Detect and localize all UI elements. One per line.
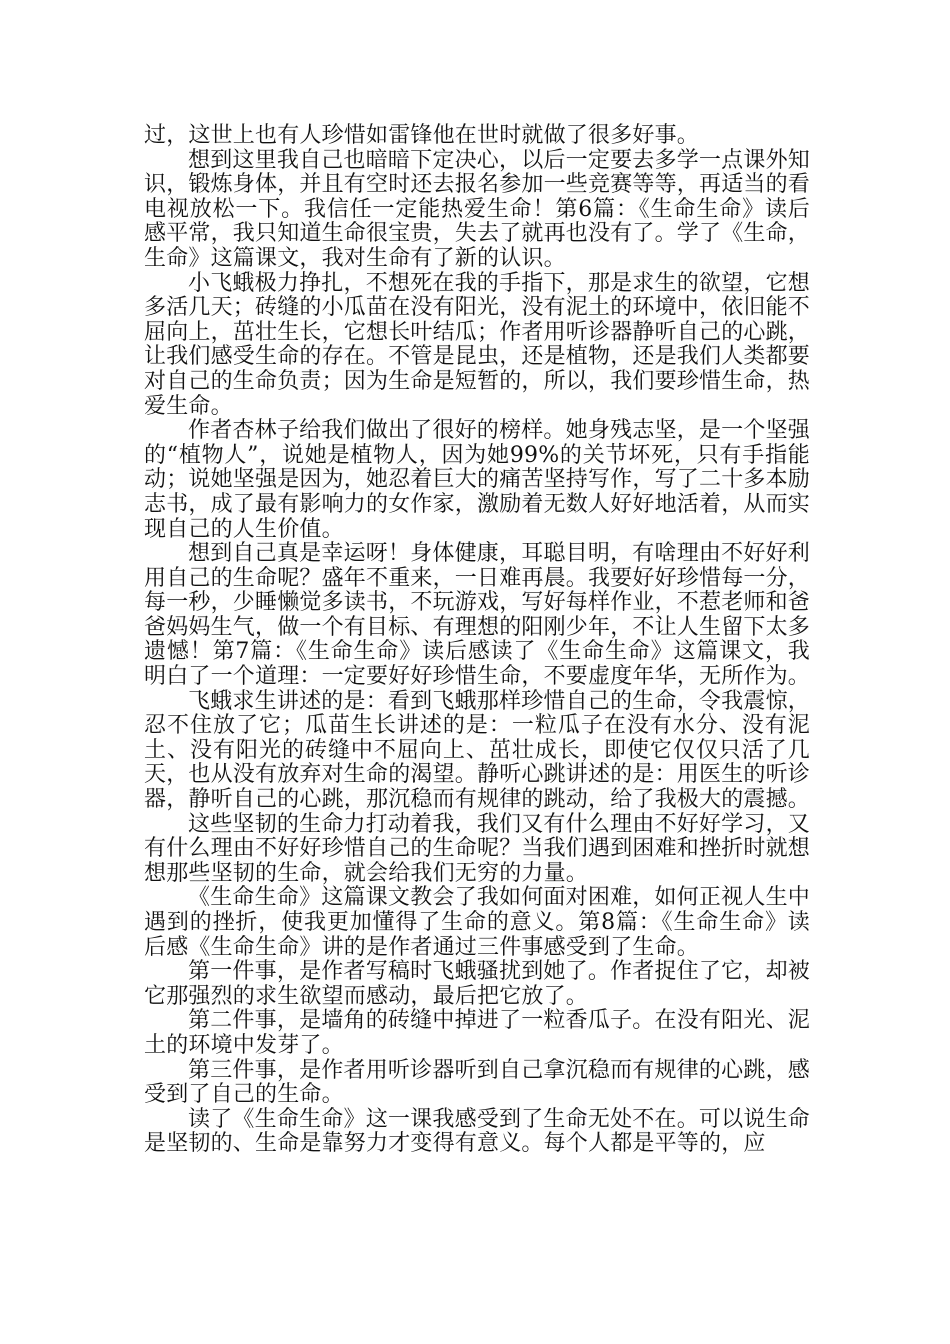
paragraph: 《生命生命》这篇课文教会了我如何面对困难，如何正视人生中遇到的挫折，使我更加懂得了生命的意义。第8篇：《生命生命》读后感《生命生命》讲的是作者通过三件事感受到了生命。 bbox=[144, 885, 810, 960]
paragraph: 飞蛾求生讲述的是：看到飞蛾那样珍惜自己的生命，令我震惊，忍不住放了它；瓜苗生长讲述的是：一粒瓜子在没有水分、没有泥土、没有阳光的砖缝中不屈向上、茁壮成长，即使它仅仅只活了几天，也从没有放弃对生命的渴望。静听心跳讲述的是：用医生的听诊器，静听自己的心跳，那沉稳而有规律的跳动，给了我极大的震撼。 bbox=[144, 688, 811, 813]
paragraph-continuation: 过，这世上也有人珍惜如雷锋他在世时就做了很多好事。 bbox=[144, 123, 700, 148]
paragraph: 第三件事，是作者用听诊器听到自己拿沉稳而有规律的心跳，感受到了自己的生命。 bbox=[144, 1057, 810, 1108]
paragraph: 想到自己真是幸运呀！身体健康，耳聪目明，有啥理由不好好利用自己的生命呢？盛年不重来，一日难再晨。我要好好珍惜每一分，每一秒，少睡懒觉多读书，不玩游戏，写好每样作业，不惹老师和爸爸妈妈生气，做一个有目标、有理想的阳刚少年，不让人生留下太多遗憾！第7篇：《生命生命》读后感读了《生命生命》这篇课文，我明白了一个道理：一定要好好珍惜生命，不要虚度年华，无所作为。 bbox=[144, 541, 811, 690]
document-body bbox=[144, 124, 810, 1157]
paragraph: 这些坚韧的生命力打动着我，我们又有什么理由不好好学习，又有什么理由不好好珍惜自己的生命呢？当我们遇到困难和挫折时就想想那些坚韧的生命，就会给我们无穷的力量。 bbox=[144, 811, 811, 886]
paragraph: 第二件事，是墙角的砖缝中掉进了一粒香瓜子。在没有阳光、泥土的环境中发芽了。 bbox=[144, 1008, 810, 1058]
paragraph: 想到这里我自己也暗暗下定决心，以后一定要去多学一点课外知识，锻炼身体，并且有空时还去报名参加一些竞赛等等，再适当的看电视放松一下。我信任一定能热爱生命！第6篇：《生命生命》读后感平常，我只知道生命很宝贵，失去了就再也没有了。学了《生命，生命》这篇课文，我对生命有了新的认识。 bbox=[144, 147, 811, 271]
paragraph: 第一件事，是作者写稿时飞蛾骚扰到她了。作者捉住了它，却被它那强烈的求生欲望而感动，最后把它放了。 bbox=[144, 959, 810, 1009]
paragraph: 小飞蛾极力挣扎，不想死在我的手指下，那是求生的欲望，它想多活几天；砖缝的小瓜苗在没有阳光，没有泥土的环境中，依旧能不屈向上，茁壮生长，它想长叶结瓜；作者用听诊器静听自己的心跳，让我们感受生命的存在。不管是昆虫，还是植物，还是我们人类都要对自己的生命负责；因为生命是短暂的，所以，我们要珍惜生命，热爱生命。 bbox=[144, 270, 811, 419]
paragraph: 读了《生命生命》这一课我感受到了生命无处不在。可以说生命是坚韧的、生命是靠努力才变得有意义。每个人都是平等的，应 bbox=[144, 1106, 810, 1157]
paragraph: 作者杏林子给我们做出了很好的榜样。她身残志坚，是一个坚强的“植物人”，说她是植物人，因为她99%的关节坏死，只有手指能动；说她坚强是因为，她忍着巨大的痛苦坚持写作，写了二十多本励志书，成了最有影响力的女作家，激励着无数人好好地活着，从而实现自己的人生价值。 bbox=[144, 418, 811, 542]
